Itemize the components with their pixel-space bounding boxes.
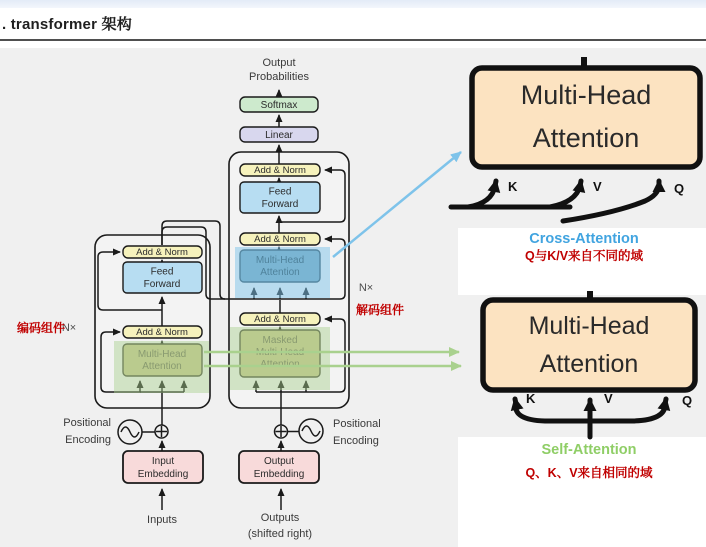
k-label: K [508,179,518,194]
positional-encoding-label-left: Encoding [65,434,111,446]
cross-attention-big-label: Attention [532,123,640,153]
encoder-mha-label: Multi-Head [137,349,187,360]
n-times-label-decoder: N× [358,282,374,294]
cross-mha-highlight [235,247,330,298]
cross-attention-big-label: Multi-Head [520,80,652,110]
n-times-label-encoder: N× [61,322,77,334]
add-norm-label: Add & Norm [254,314,306,325]
encoder-mha-label: Attention [142,361,182,372]
decoder-component-label: 解码组件 [356,303,405,317]
feed-forward-label: Forward [143,279,181,290]
k-label: K [526,391,536,406]
v-label: V [604,391,613,406]
output-probabilities-label: Output [262,57,296,69]
add-norm-label: Add & Norm [136,247,188,258]
output-embedding-label: Output [263,456,295,467]
v-label: V [593,179,602,194]
outputs-label: Outputs [260,512,300,524]
positional-encoding-label-right: Positional [333,418,381,430]
encoder-mha-highlight [114,341,209,393]
feed-forward-label: Feed [150,266,174,278]
self-attention-big-label: Attention [539,350,639,378]
feed-forward-label: Feed [268,186,292,198]
masked-mha-label: Masked [262,335,298,346]
masked-mha-label: Attention [260,359,300,370]
softmax-label: Softmax [260,100,298,111]
feed-forward-label: Forward [261,199,299,210]
q-label: Q [682,393,693,408]
q-label: Q [674,181,685,196]
positional-encoding-label-left: Positional [63,417,111,429]
page-title: . transformer 架构 [2,16,132,33]
cross-attention-caption: Q与K/V来自不同的域 [524,249,644,263]
add-norm-label: Add & Norm [136,327,188,338]
self-attention-caption: Q、K、V来自相同的域 [525,466,653,480]
encoder-component-label: 编码组件 [17,321,66,335]
input-embedding-label: Embedding [137,469,189,480]
self-attention-big-label: Multi-Head [528,312,650,340]
self-attention-title: Self-Attention [541,442,637,458]
cross-attention-title: Cross-Attention [529,231,639,247]
outputs-label: (shifted right) [247,528,313,540]
input-embedding-label: Input [151,456,175,467]
output-embedding-label: Embedding [253,469,305,480]
masked-mha-label: Multi-Head [255,347,305,358]
output-probabilities-label: Probabilities [249,71,309,83]
positional-encoding-label-right: Encoding [333,435,379,447]
add-norm-label: Add & Norm [254,234,306,245]
add-norm-label: Add & Norm [254,165,306,176]
linear-label: Linear [265,130,293,141]
masked-mha-highlight [230,327,330,390]
inputs-label: Inputs [147,514,177,526]
